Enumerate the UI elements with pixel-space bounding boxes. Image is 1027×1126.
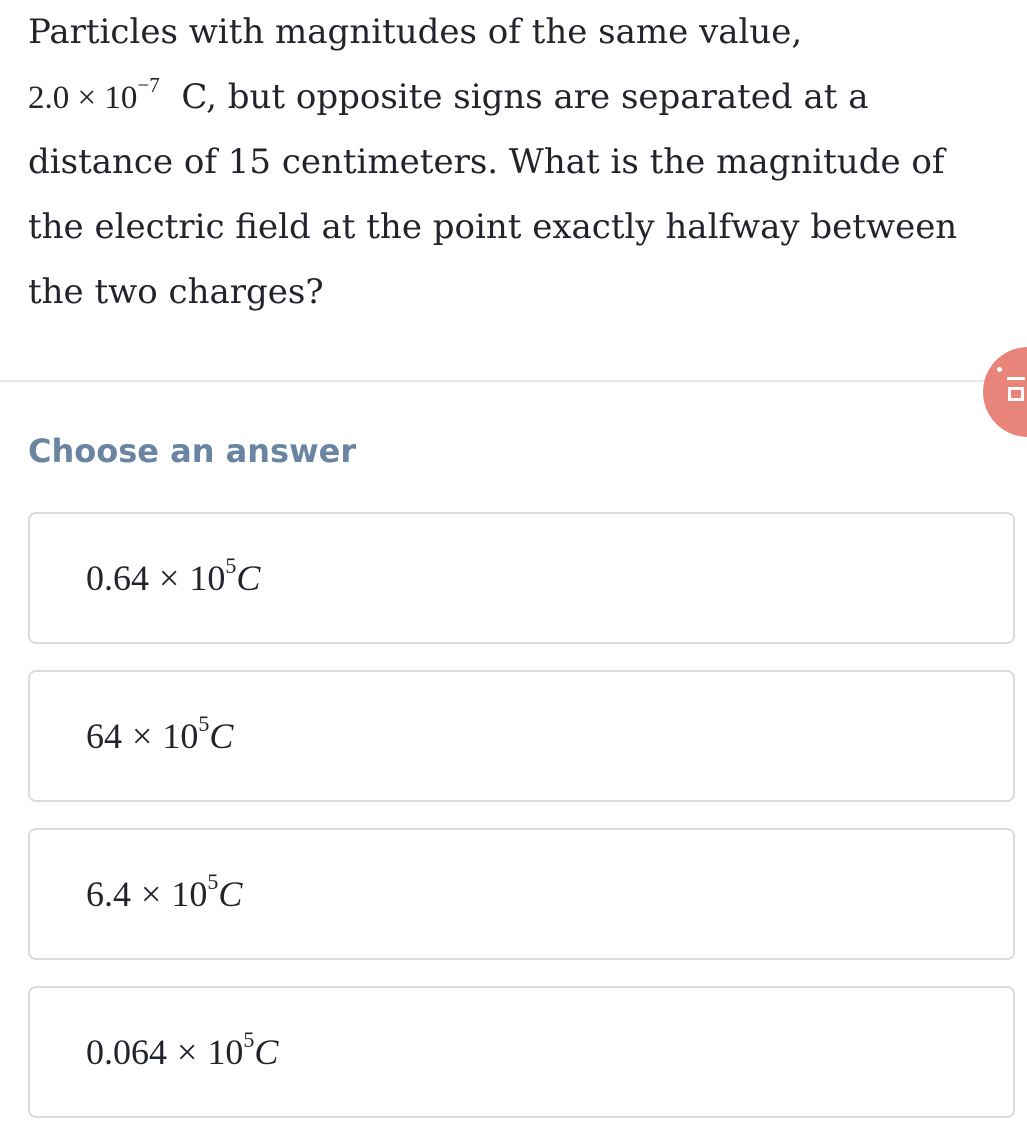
- choice-unit: C: [218, 874, 243, 914]
- choice-base: 10: [162, 716, 199, 756]
- choice-base: 10: [207, 1032, 244, 1072]
- choice-base: 10: [189, 558, 226, 598]
- question-text: [28, 0, 1013, 325]
- answer-choice-4[interactable]: [28, 986, 1015, 1118]
- section-divider: [0, 380, 1027, 382]
- choice-base: 10: [171, 874, 208, 914]
- choice-times: ×: [177, 1032, 198, 1072]
- scratchpad-icon-dot: [997, 367, 1002, 372]
- choose-answer-label: Choose an answer: [28, 432, 357, 470]
- charge-base: 10: [104, 80, 138, 116]
- charge-times: ×: [77, 80, 97, 116]
- choice-mantissa: 0.064: [86, 1032, 167, 1072]
- question-line-4: the electric field at the point exactly halfway between: [28, 207, 958, 247]
- answer-choice-1[interactable]: [28, 512, 1015, 644]
- choice-mantissa: 64: [86, 716, 122, 756]
- scratchpad-icon-box: [1008, 387, 1024, 401]
- charge-exponent: −7: [137, 73, 160, 97]
- scratchpad-icon: [1007, 377, 1025, 380]
- answer-choice-4-text: [86, 988, 278, 1116]
- choice-exponent: 5: [225, 553, 237, 578]
- answer-choice-3-text: [86, 830, 242, 958]
- question-line-2: [28, 65, 1013, 130]
- choice-times: ×: [141, 874, 162, 914]
- question-line-5: the two charges?: [28, 272, 324, 312]
- charge-mantissa: 2.0: [28, 80, 70, 116]
- question-line-1: Particles with magnitudes of the same value,: [28, 12, 803, 52]
- choice-unit: C: [254, 1032, 279, 1072]
- question-line-2-rest: C, but opposite signs are separated at a: [181, 77, 869, 117]
- answer-choice-2-text: [86, 672, 233, 800]
- answer-choice-3[interactable]: [28, 828, 1015, 960]
- choice-unit: C: [209, 716, 234, 756]
- choice-mantissa: 6.4: [86, 874, 131, 914]
- choice-times: ×: [132, 716, 153, 756]
- answer-choice-2[interactable]: [28, 670, 1015, 802]
- choice-exponent: 5: [243, 1027, 255, 1052]
- choice-times: ×: [159, 558, 180, 598]
- choice-exponent: 5: [198, 711, 210, 736]
- scratchpad-tab[interactable]: [983, 347, 1027, 437]
- answer-choice-1-text: [86, 514, 260, 642]
- charge-value: [28, 73, 160, 116]
- choice-unit: C: [236, 558, 261, 598]
- choice-exponent: 5: [207, 869, 219, 894]
- choice-mantissa: 0.64: [86, 558, 149, 598]
- question-line-3: distance of 15 centimeters. What is the magnitude of: [28, 142, 945, 182]
